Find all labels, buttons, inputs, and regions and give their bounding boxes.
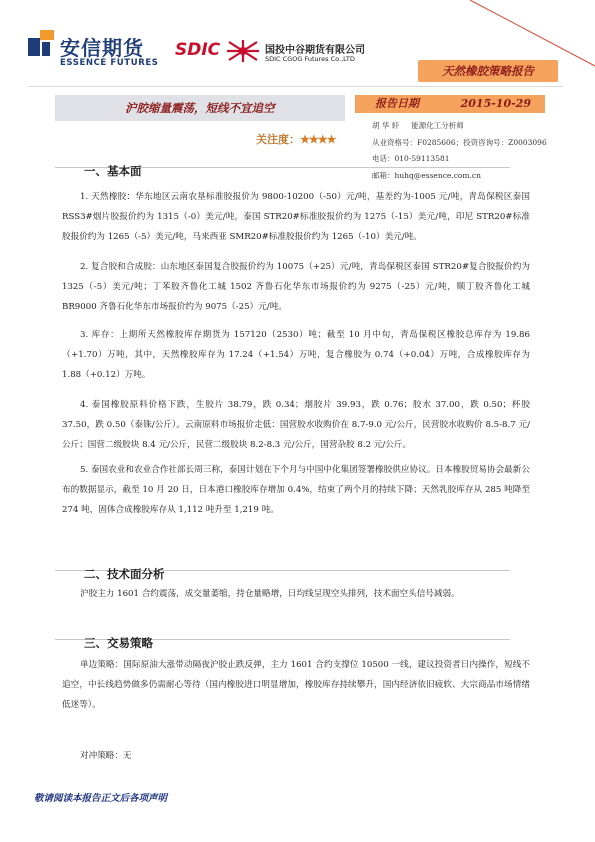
section-heading-technical: 二、技术面分析 [84,567,165,581]
sdic-en-text: SDIC CGOG Futures Co.,LTD [265,55,355,63]
section-heading-fundamentals: 一、基本面 [84,164,142,178]
paragraph-technical: 沪胶主力 1601 合约震荡，成交量萎缩，持仓量略增，日均线呈现空头排列，技术面空头信号减弱。 [80,589,460,599]
sdic-cn-text: 国投中谷期货有限公司 [265,45,365,56]
analyst-phone: 电话：010-59113581 [372,154,450,163]
attention-label: 关注度： [256,133,300,146]
report-date-value: 2015-10-29 [460,97,531,110]
analyst-name-row [372,118,547,135]
report-type-banner: 天然橡胶策略报告 [418,60,558,82]
analyst-email: 邮箱：huhq@essence.com.cn [372,170,481,180]
logo-en-text: ESSENCE FUTURES [60,58,159,68]
paragraph-natural-rubber: 1. 天然橡胶：华东地区云南农垦标准胶报价为 9800-10200（-50）元/吨，基差约为-1005 元/吨，青岛保税区泰国 RSS3#烟片胶报价约为 1315（-0）美元/吨，泰国 STR20#标准胶报价约为 1275（-15）美元/吨，印尼 STR20#标准胶报价约为 1265（-5）美元/吨，马来西亚 SMR20#标准胶报价约为 1265（-10）美元/吨。 [62,192,530,242]
sdic-mark: SDIC [175,40,221,60]
paragraph-news: 5. 泰国农业和农业合作社部长周三称，泰国计划在下个月与中国中化集团签署橡胶供应协议。日本橡胶贸易协会最新公布的数据显示，截至 10 月 20 日，日本港口橡胶库存增加 0.4%，结束了两个月的持续下降；天然乳胶库存从 285 吨降至 274 吨，固体合成橡胶库存从 1,112 吨升至 1,219 吨。 [62,465,530,515]
analyst-qualification: 从业资格号：F0285606；投资咨询号：Z0003096 [372,137,547,147]
analyst-role: 能源化工分析师 [411,121,464,130]
section-heading-strategy: 三、交易策略 [84,636,153,650]
sdic-logo [175,40,375,70]
essence-futures-logo [28,30,158,72]
paragraph-inventory: 3. 库存：上期所天然橡胶库存期货为 157120（2530）吨；截至 10 月中旬，青岛保税区橡胶总库存为 19.86（+1.70）万吨，其中，天然橡胶库存为 17.24（+1.54）万吨，复合橡胶为 0.74（+0.04）万吨，合成橡胶库存为 1.88（+0.12）万吨。 [62,330,530,380]
footer-disclaimer: 敬请阅读本报告正文后各项声明 [34,793,168,804]
essence-logo-icon [28,30,54,56]
paragraph-strategy-hedge: 对冲策略：无 [80,751,132,761]
attention-rating [256,131,335,147]
paragraph-raw-material: 4. 泰国橡胶原料价格下跌，生胶片 38.79，跌 0.34；烟胶片 39.93，跌 0.76；胶水 37.00，跌 0.50；杯胶 37.50，跌 0.50（泰铢/公斤）。云南原料市场报价走低：国营胶水收购价在 8.7-9.0 元/公斤，民营胶水收购价 8.5-8.7 元/公斤；国营二级胶块 8.4 元/公斤，民营二级胶块 8.2-8.3 元/公斤，国营杂胶 8.2 元/公斤。 [62,400,530,450]
analyst-info [372,118,547,184]
sdic-emblem-icon [227,40,259,62]
report-title: 沪胶缩量震荡，短线不宜追空 [55,95,345,121]
logo-cn-text: 安信期货 [60,36,144,60]
header-divider [28,86,563,87]
analyst-name: 胡 华 轩 [372,121,400,130]
report-date-label: 报告日期 [375,97,419,110]
paragraph-compound-rubber: 2. 复合胶和合成胶：山东地区泰国复合胶报价约为 10075（+25）元/吨，青岛保税区泰国 STR20#复合胶报价约为 1325（-5）美元/吨；丁苯胶齐鲁化工城 1502 齐鲁石化华东市场报价约为 9275（-25）元/吨，顺丁胶齐鲁化工城 BR9000 齐鲁石化华东市场报价约为 9075（-25）元/吨。 [62,262,530,312]
attention-stars-icon: ★★★★ [300,133,336,146]
report-date-box [355,95,545,113]
paragraph-strategy-single: 单边策略：国际原油大涨带动隔夜沪胶止跌反弹，主力 1601 合约支撑位 10500 一线，建议投资者日内操作，短线不追空，中长线趋势做多仍需耐心等待（国内橡胶进口明显增加，橡胶库存持续攀升，国内经济依旧疲软、大宗商品市场情绪低迷等）。 [62,660,530,710]
